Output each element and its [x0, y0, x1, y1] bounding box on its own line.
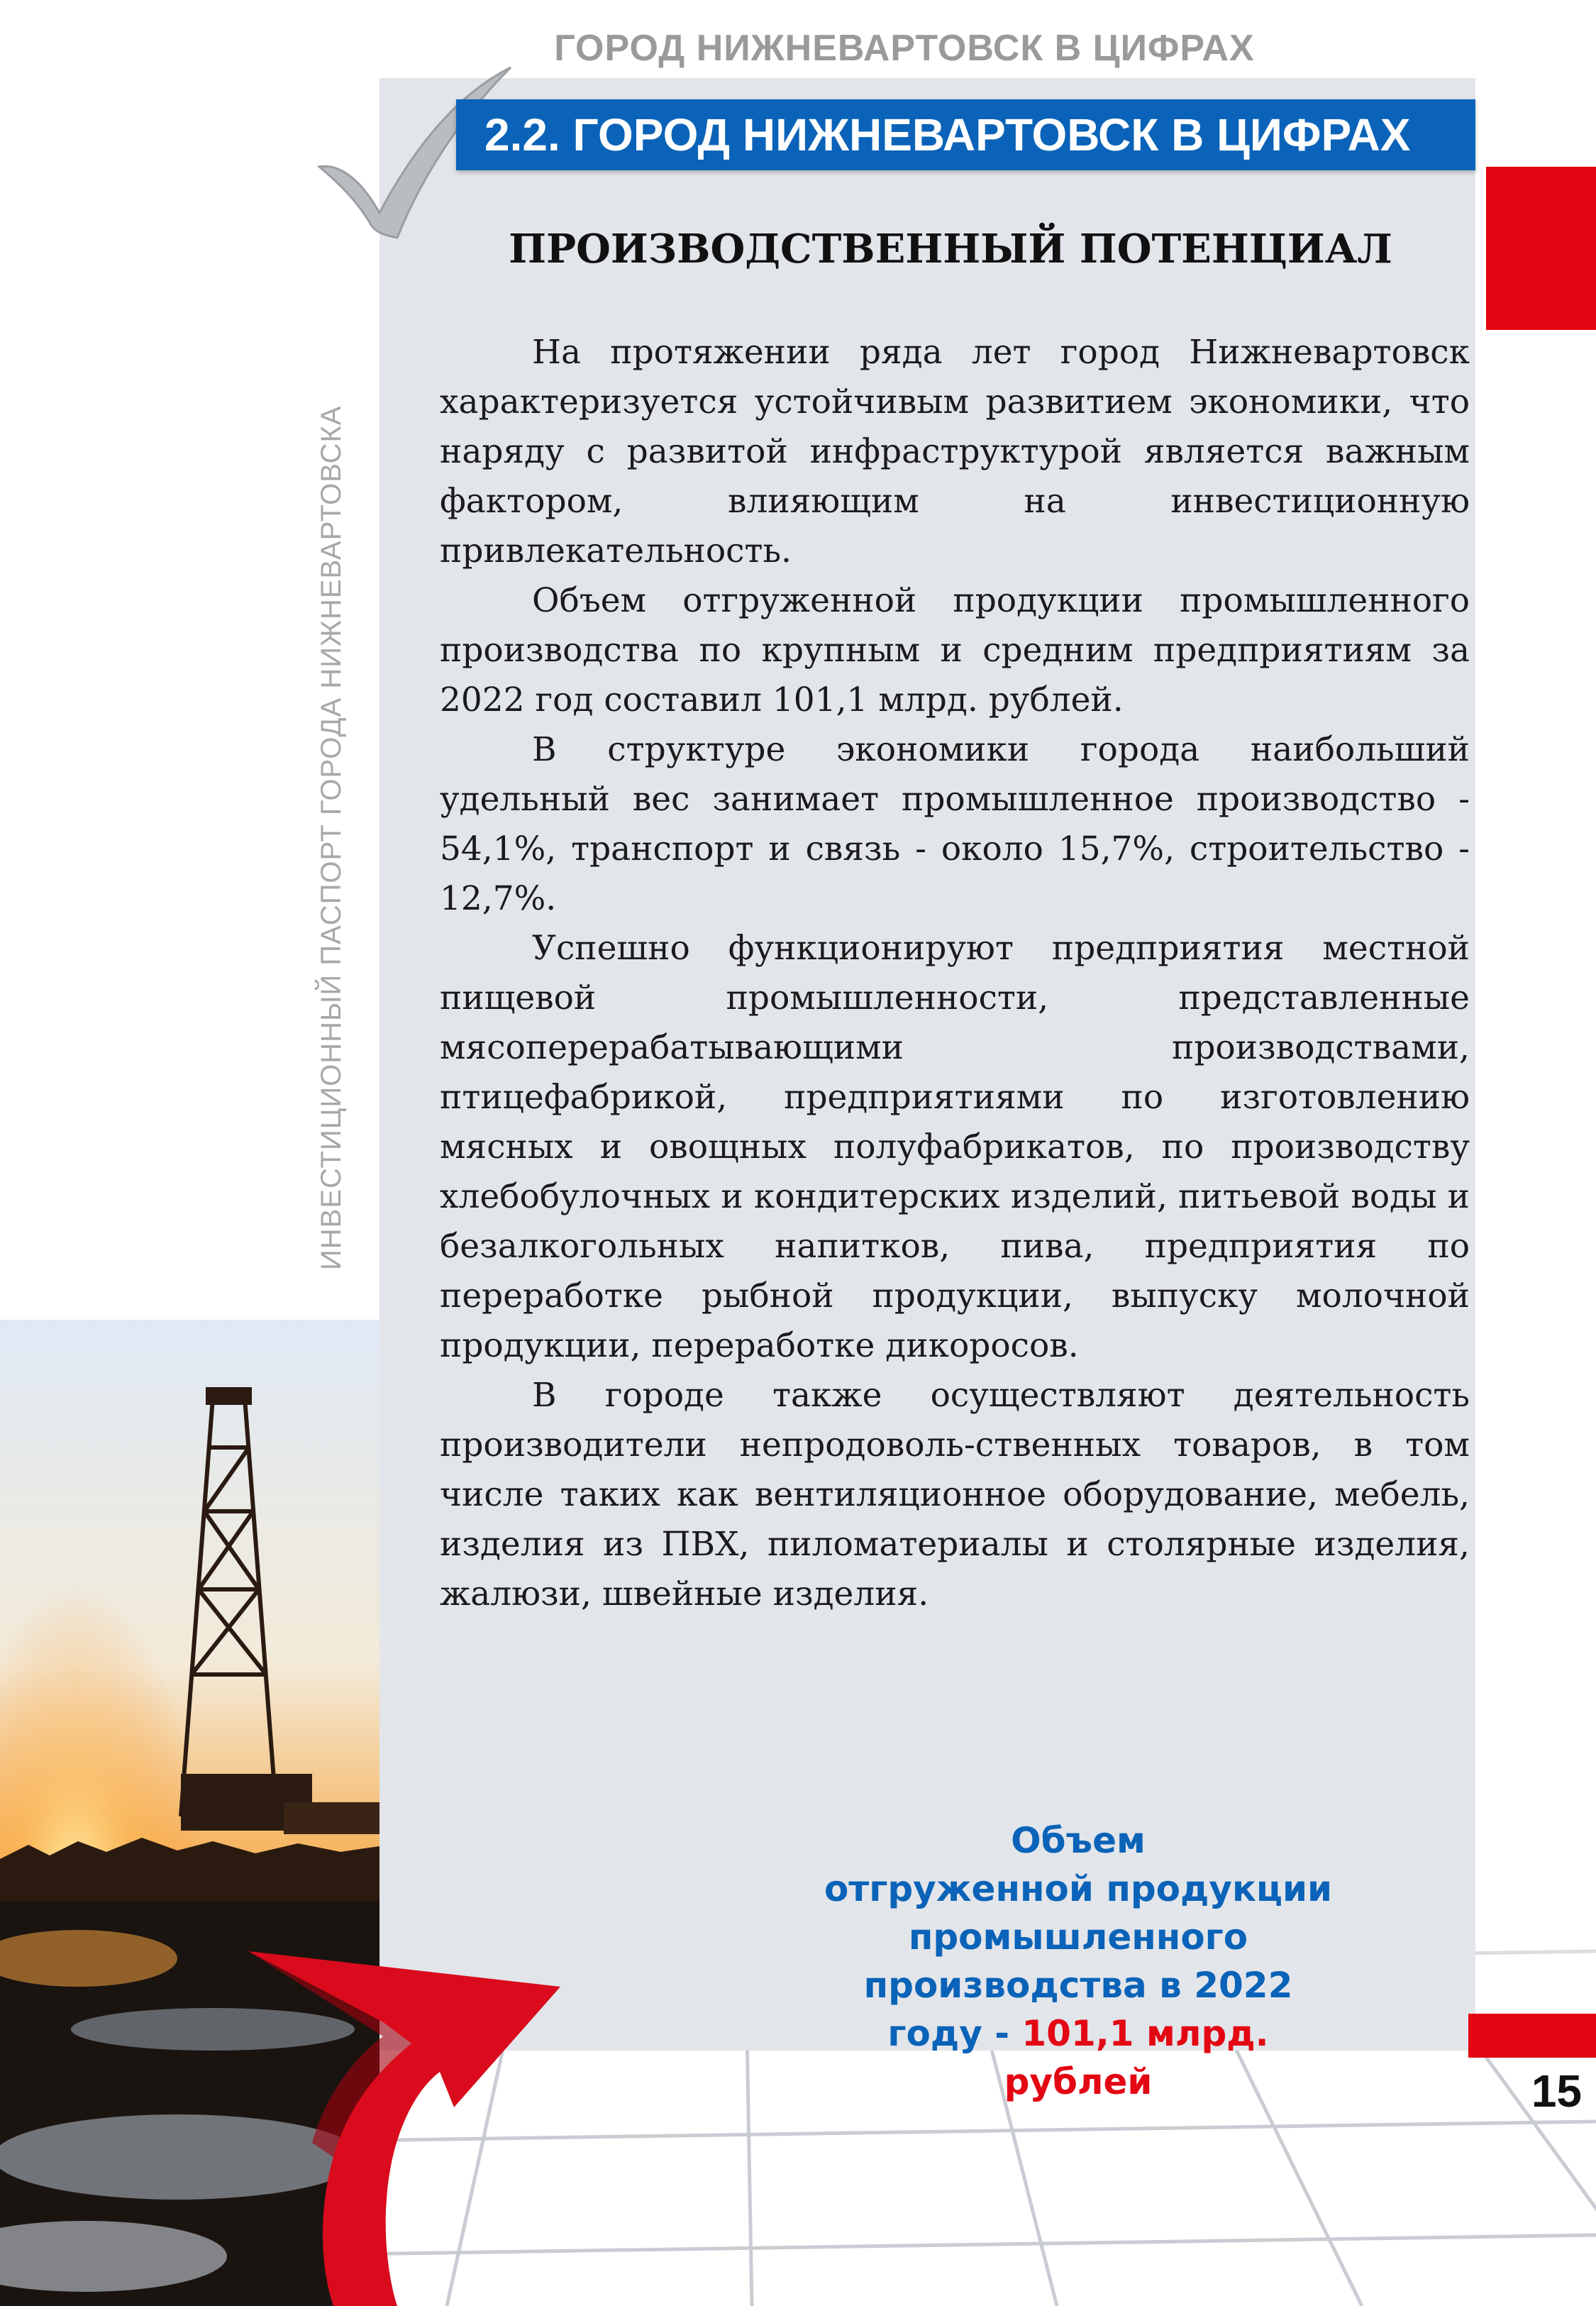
red-tab-decoration	[1468, 2014, 1596, 2058]
callout-line	[766, 2009, 1390, 2058]
paragraph: В структуре экономики города наибольший удельный вес занимает промышленное производство - 54,1%, транспорт и связь - около 15,7%, строительство - 12,7%.	[440, 730, 1470, 918]
highlight-callout	[766, 1816, 1390, 2106]
paragraph: Успешно функционируют предприятия местной пищевой промышленности, представленные мясоперерабатывающими производствами, птицефабрикой, предприятиями по изготовлению мясных и овощных полуфабрикатов, по производству хлебобулочных и кондитерских изделий, питьевой воды и безалкогольных напитков, пива, предприятия по переработке рыбной продукции, выпуску молочной продукции, переработке дикоросов.	[440, 929, 1470, 1365]
page-subtitle: ПРОИЗВОДСТВЕННЫЙ ПОТЕНЦИАЛ	[509, 226, 1392, 272]
callout-line: производства в 2022	[863, 1965, 1293, 2006]
vertical-side-label: ИНВЕСТИЦИОННЫЙ ПАСПОРТ ГОРОДА НИЖНЕВАРТОВСКА	[316, 405, 347, 1270]
callout-text: году -	[887, 2013, 1022, 2054]
running-header: ГОРОД НИЖНЕВАРТОВСК В ЦИФРАХ	[554, 28, 1255, 69]
callout-line: промышленного	[908, 1916, 1248, 1958]
paragraph: На протяжении ряда лет город Нижневартовск характеризуется устойчивым развитием экономики, что наряду с развитой инфраструктурой является важным фактором, влияющим на инвестиционную привлекательность.	[440, 333, 1470, 570]
paragraph: Объем отгруженной продукции промышленного производства по крупным и средним предприятиям за 2022 год составил 101,1 млрд. рублей.	[440, 581, 1470, 719]
callout-line: отгруженной продукции	[824, 1868, 1333, 1909]
section-title: 2.2. ГОРОД НИЖНЕВАРТОВСК В ЦИФРАХ	[484, 109, 1411, 160]
callout-line: Объем	[1011, 1820, 1146, 1861]
callout-value: 101,1 млрд.	[1021, 2013, 1269, 2054]
callout-value: рублей	[1004, 2061, 1153, 2102]
section-banner	[456, 99, 1475, 170]
page-number: 15	[1531, 2065, 1582, 2117]
body-text	[440, 328, 1470, 1619]
red-tab-decoration	[1486, 167, 1596, 330]
paragraph: В городе также осуществляют деятельность производители непродоволь-ственных товаров, в том числе таких как вентиляционное оборудование, мебель, изделия из ПВХ, пиломатериалы и столярные изделия, жалюзи, швейные изделия.	[440, 1376, 1470, 1613]
red-arrow-icon	[227, 1930, 567, 2306]
